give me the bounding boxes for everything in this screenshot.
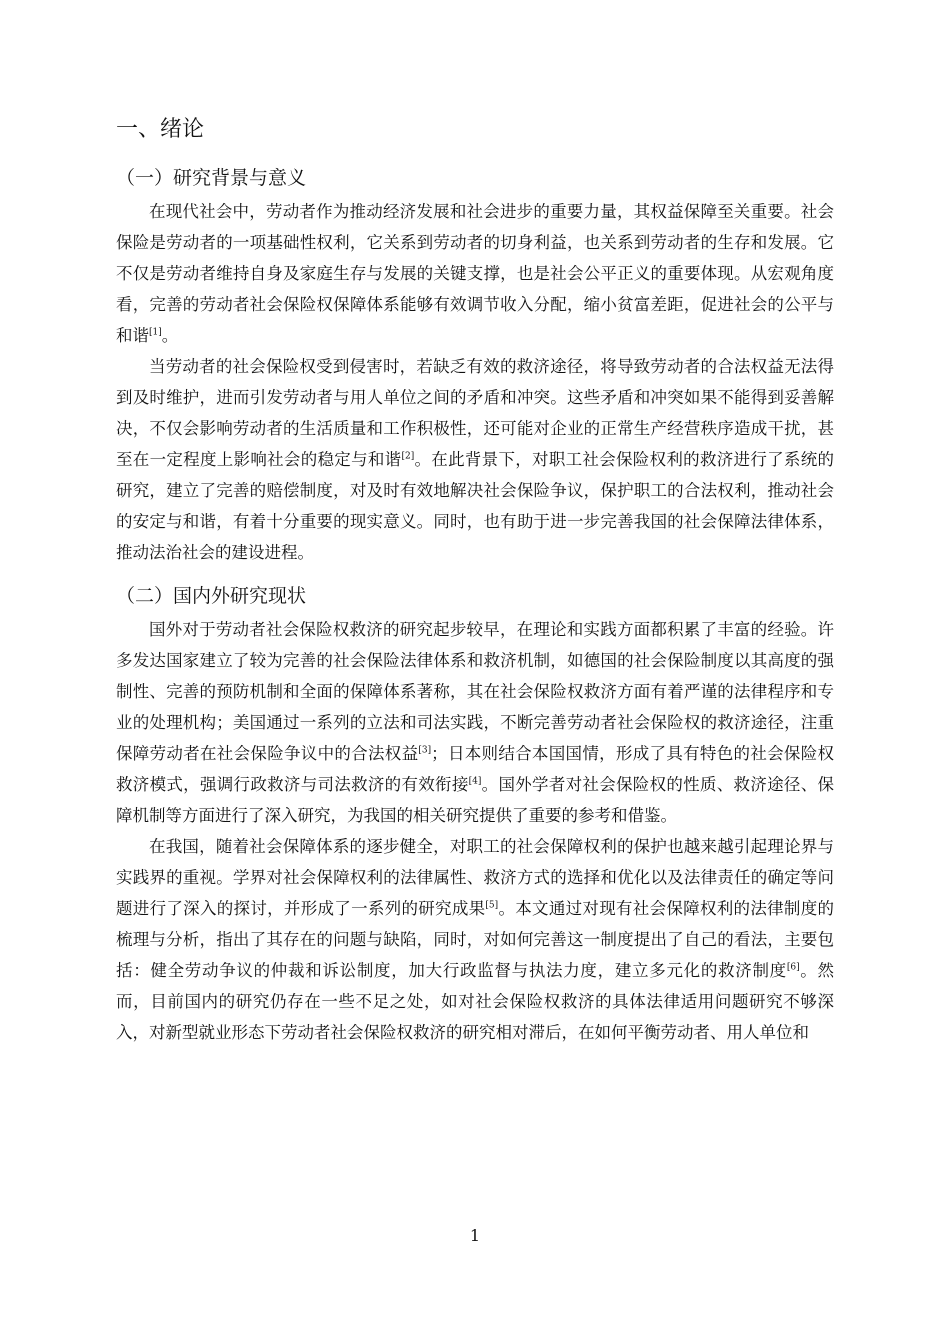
paragraph: [116, 351, 834, 568]
paragraph-text: 在现代社会中，劳动者作为推动经济发展和社会进步的重要力量，其权益保障至关重要。社会保险是劳动者的一项基础性权利，它关系到劳动者的切身利益，也关系到劳动者的生存和发展。它不仅是劳动者维持自身及家庭生存与发展的关键支撑，也是社会公平正义的重要体现。从宏观角度看，完善的劳动者社会保险权保障体系能够有效调节收入分配，缩小贫富差距，促进社会的公平与和谐: [116, 202, 834, 345]
paragraph-text: 国外对于劳动者社会保险权救济的研究起步较早，在理论和实践方面都积累了丰富的经验。许多发达国家建立了较为完善的社会保险法律体系和救济机制，如德国的社会保险制度以其高度的强制性、完善的预防机制和全面的保障体系著称，其在社会保险权救济方面有着严谨的法律程序和专业的处理机构；美国通过一系列的立法和司法实践，不断完善劳动者社会保险权的救济途径，注重保障劳动者在社会保险争议中的合法权益: [116, 620, 834, 763]
page-content: [116, 110, 834, 1048]
section-heading-research-status: （二）国内外研究现状: [116, 585, 307, 607]
paragraph-text: 在我国，随着社会保障体系的逐步健全，对职工的社会保障权利的保护也越来越引起理论界与实践界的重视。学界对社会保障权利的法律属性、救济方式的选择和优化以及法律责任的确定等问题进行了深入的探讨，并形成了一系列的研究成果: [116, 837, 834, 918]
citation-marker: [3]: [418, 745, 432, 756]
paragraph: [116, 614, 834, 831]
paragraph-text: ；日本则结合本国国情，形成了具有特色的社会保险权救济模式，强调行政救济与司法救济的有效衔接: [116, 744, 835, 794]
paragraph-text: 。本文通过对现有社会保障权利的法律制度的梳理与分析，指出了其存在的问题与缺陷，同时，对如何完善这一制度提出了自己的看法，主要包括：健全劳动争议的仲裁和诉讼制度，加大行政监督与执法力度，建立多元化的救济制度: [116, 899, 835, 980]
paragraph: [116, 831, 834, 1048]
paragraph-text: 。在此背景下，对职工社会保险权利的救济进行了系统的研究，建立了完善的赔偿制度，对及时有效地解决社会保险争议，保护职工的合法权利，推动社会的安定与和谐，有着十分重要的现实意义。同时，也有助于进一步完善我国的社会保障法律体系，推动法治社会的建设进程。: [116, 450, 835, 562]
citation-marker: [5]: [485, 900, 499, 911]
citation-marker: [2]: [401, 451, 415, 462]
paragraph-text: 。: [161, 326, 179, 345]
citation-marker: [4]: [468, 776, 482, 787]
paragraph-text: 。然而，目前国内的研究仍存在一些不足之处，如对社会保险权救济的具体法律适用问题研究不够深入，对新型就业形态下劳动者社会保险权救济的研究相对滞后，在如何平衡劳动者、用人单位和: [116, 961, 835, 1042]
section-heading-background: （一）研究背景与意义: [116, 167, 307, 189]
paragraph: [116, 196, 834, 351]
page-number: 1: [469, 1226, 481, 1245]
paragraph-text: 当劳动者的社会保险权受到侵害时，若缺乏有效的救济途径，将导致劳动者的合法权益无法得到及时维护，进而引发劳动者与用人单位之间的矛盾和冲突。这些矛盾和冲突如果不能得到妥善解决，不仅会影响劳动者的生活质量和工作积极性，还可能对企业的正常生产经营秩序造成干扰，甚至在一定程度上影响社会的稳定与和谐: [116, 357, 834, 469]
citation-marker: [1]: [149, 327, 162, 338]
chapter-title: 一、绪论: [116, 117, 205, 142]
citation-marker: [6]: [786, 962, 800, 973]
paragraph-text: 。国外学者对社会保险权的性质、救济途径、保障机制等方面进行了深入研究，为我国的相关研究提供了重要的参考和借鉴。: [116, 775, 835, 825]
